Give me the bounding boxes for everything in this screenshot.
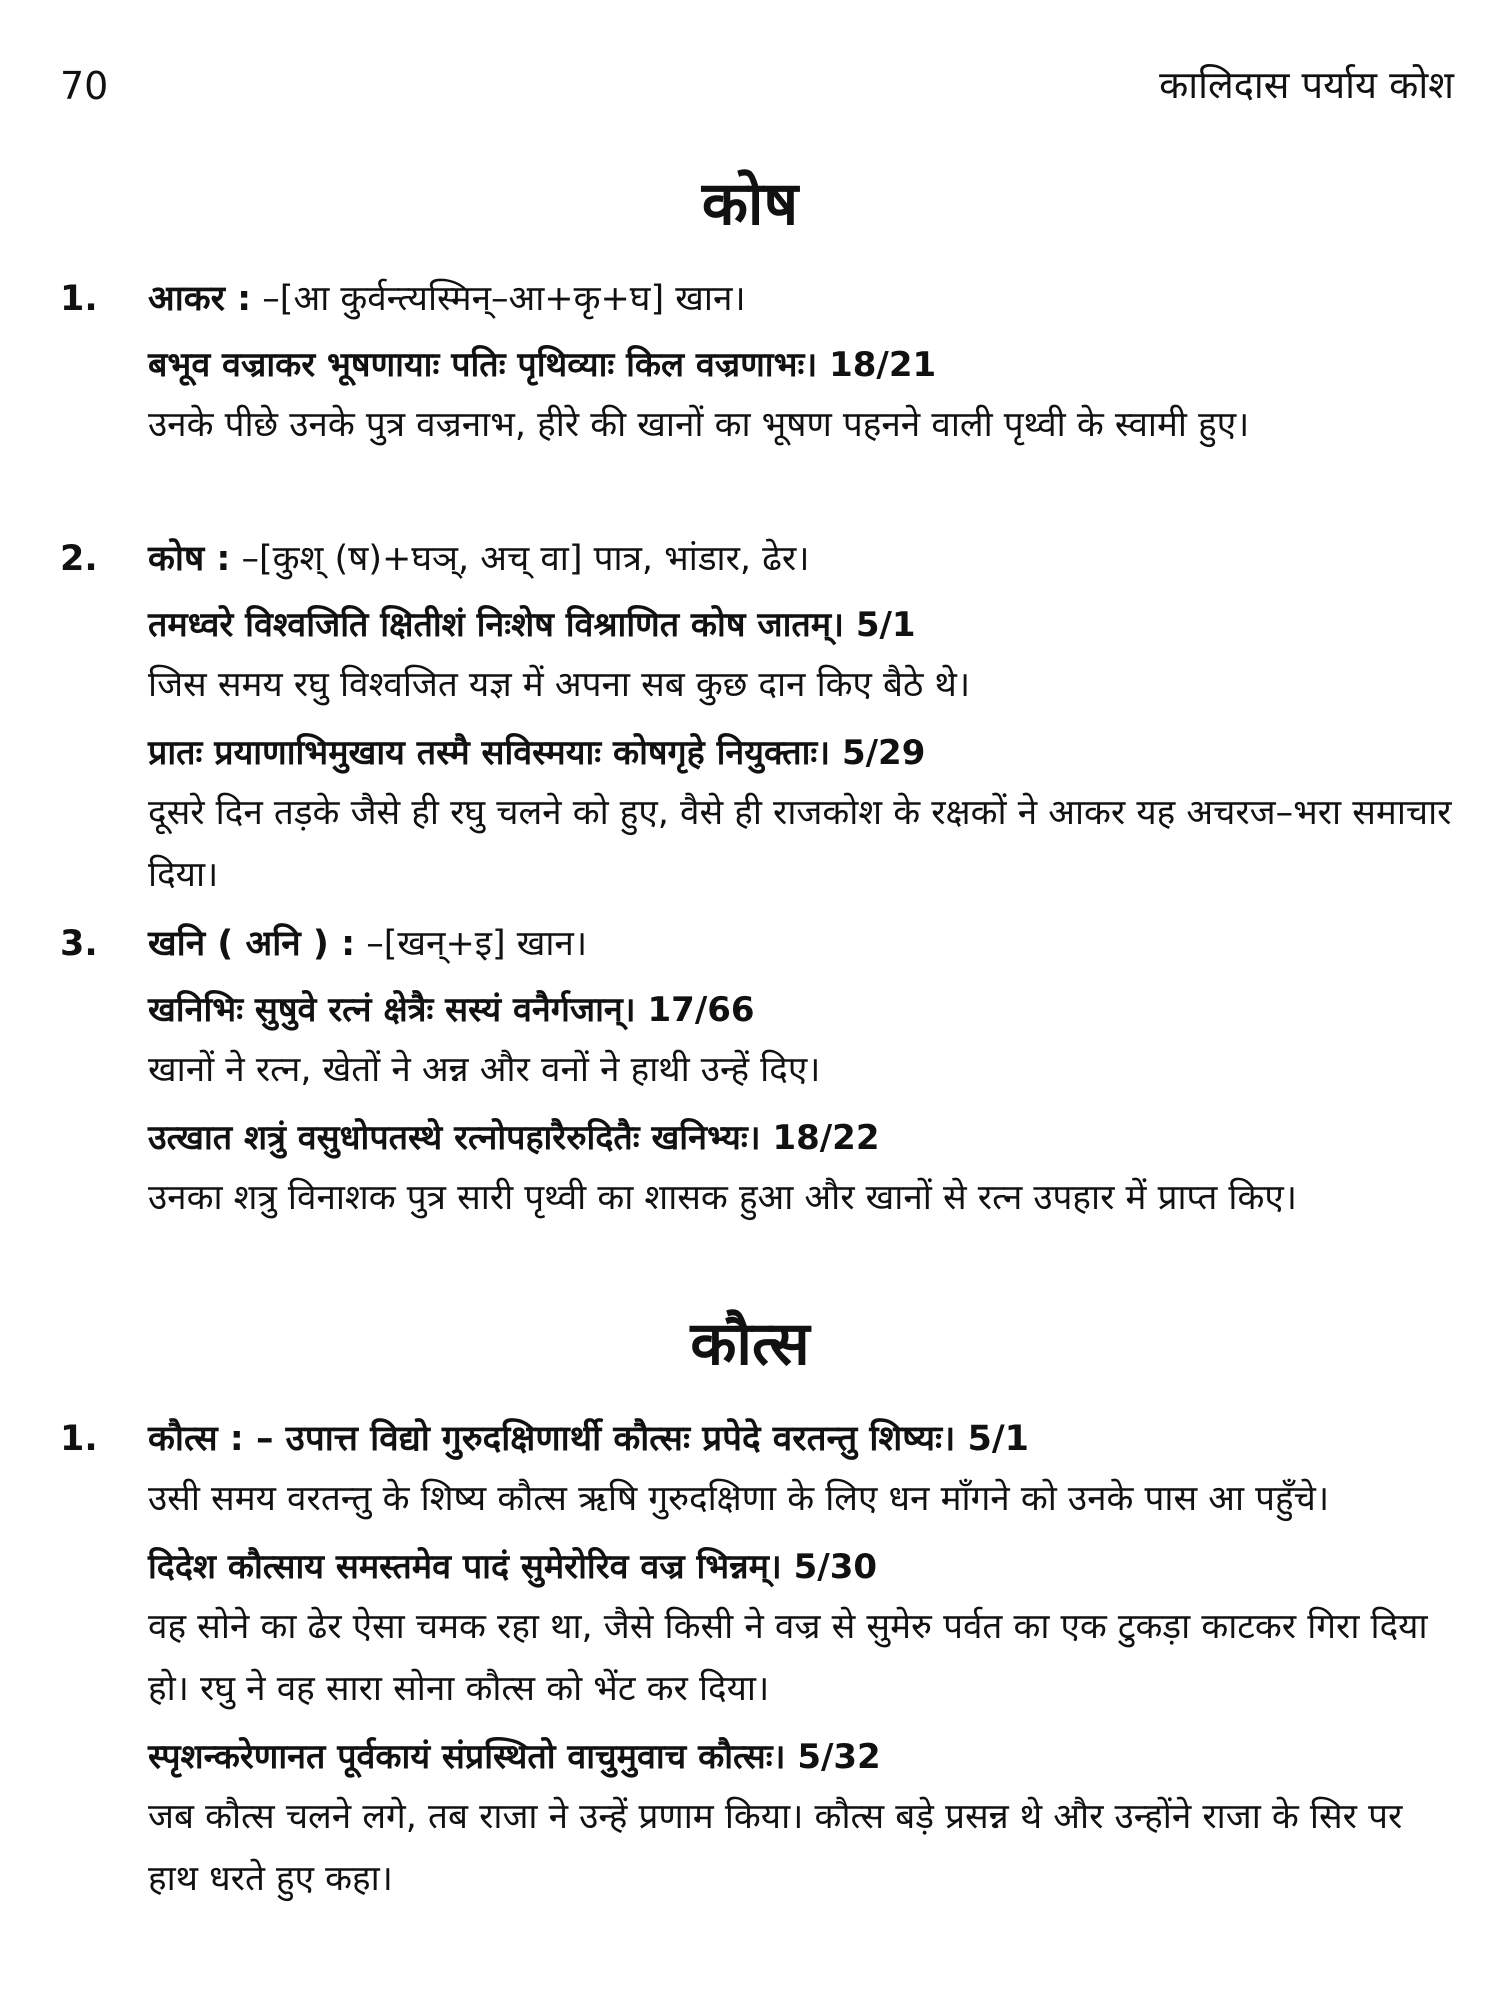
section-heading-kautsa: कौत्स	[690, 1309, 810, 1379]
entry-etymology: –[आ कुर्वन्त्यस्मिन्–आ+कृ+घ] खान।	[262, 279, 746, 319]
entry-head	[60, 530, 1460, 588]
translation: उसी समय वरतन्तु के शिष्य कौत्स ऋषि गुरुदक्षिणा के लिए धन माँगने को उनके पास आ पहुँचे।	[148, 1479, 1330, 1519]
verse-quote: प्रातः प्रयाणाभिमुखाय तस्मै सविस्मयाः कोषगृहे नियुक्ताः। 5/29	[148, 733, 926, 773]
verse-quote: उत्खात शत्रुं वसुधोपतस्थे रत्नोपहारैरुदितैः खनिभ्यः। 18/22	[148, 1118, 880, 1158]
entry-term: खनि ( अनि ) :	[148, 924, 356, 964]
entry-head	[60, 1410, 1460, 1468]
entry-etymology: –[कुश् (ष)+घञ्, अच् वा] पात्र, भांडार, ढेर।	[241, 539, 810, 579]
verse-quote: स्पृशन्करेणानत पूर्वकायं संप्रस्थितो वाचुमुवाच कौत्सः। 5/32	[148, 1737, 881, 1777]
entry-head	[60, 915, 1460, 973]
entry-number: 3.	[60, 924, 98, 964]
entry	[60, 915, 1460, 1229]
translation: वह सोने का ढेर ऐसा चमक रहा था, जैसे किसी ने वज्र से सुमेरु पर्वत का एक टुकड़ा काटकर गिरा दिया हो। रघु ने वह सारा सोना कौत्स को भेंट कर दिया।	[148, 1607, 1428, 1709]
entry-number: 1.	[60, 1419, 98, 1459]
entry	[60, 270, 1460, 456]
translation: जिस समय रघु विश्वजित यज्ञ में अपना सब कुछ दान किए बैठे थे।	[148, 665, 971, 705]
entry-term: कौत्स :	[148, 1419, 244, 1459]
running-title: कालिदास पर्याय कोश	[1159, 63, 1454, 107]
translation: दूसरे दिन तड़के जैसे ही रघु चलने को हुए, वैसे ही राजकोश के रक्षकों ने आकर यह अचरज–भरा समाचार दिया।	[148, 793, 1452, 895]
entry	[60, 1410, 1460, 1910]
verse-reference: 5/1	[855, 605, 916, 645]
entry-number: 1.	[60, 279, 98, 319]
entry-term: कोष :	[148, 539, 231, 579]
translation: उनके पीछे उनके पुत्र वज्रनाभ, हीरे की खानों का भूषण पहनने वाली पृथ्वी के स्वामी हुए।	[148, 405, 1250, 445]
verse-quote: तमध्वरे विश्वजिति क्षितीशं निःशेष विश्राणित कोष जातम्। 5/1	[148, 605, 916, 645]
entry-etymology: – उपात्त विद्यो गुरुदक्षिणार्थी कौत्सः प्रपेदे वरतन्तु शिष्यः। 5/1	[255, 1419, 1030, 1459]
verse-reference: 5/29	[841, 733, 926, 773]
entry	[60, 530, 1460, 906]
translation: जब कौत्स चलने लगे, तब राजा ने उन्हें प्रणाम किया। कौत्स बड़े प्रसन्न थे और उन्होंने राजा के सिर पर हाथ धरते हुए कहा।	[148, 1797, 1403, 1899]
page-number: 70	[60, 64, 109, 108]
verse-reference: 18/22	[772, 1118, 880, 1158]
entry-term: आकर :	[148, 279, 252, 319]
entry-number: 2.	[60, 539, 98, 579]
translation: उनका शत्रु विनाशक पुत्र सारी पृथ्वी का शासक हुआ और खानों से रत्न उपहार में प्राप्त किए।	[148, 1178, 1297, 1218]
verse-quote: खनिभिः सुषुवे रत्नं क्षेत्रैः सस्यं वनैर्गजान्। 17/66	[148, 990, 755, 1030]
translation: खानों ने रत्न, खेतों ने अन्न और वनों ने हाथी उन्हें दिए।	[148, 1050, 821, 1090]
entry-head	[60, 270, 1460, 328]
verse-reference: 17/66	[647, 990, 755, 1030]
entry-etymology: –[खन्+इ] खान।	[366, 924, 588, 964]
verse-reference: 5/32	[797, 1737, 881, 1777]
verse-reference: 5/30	[793, 1547, 878, 1587]
verse-reference: 18/21	[829, 345, 937, 385]
verse-quote: दिदेश कौत्साय समस्तमेव पादं सुमेरोरिव वज्र भिन्नम्। 5/30	[148, 1547, 878, 1587]
section-heading-kosh: कोष	[701, 169, 799, 239]
verse-quote: बभूव वज्राकर भूषणायाः पतिः पृथिव्याः किल वज्रणाभः। 18/21	[148, 345, 937, 385]
